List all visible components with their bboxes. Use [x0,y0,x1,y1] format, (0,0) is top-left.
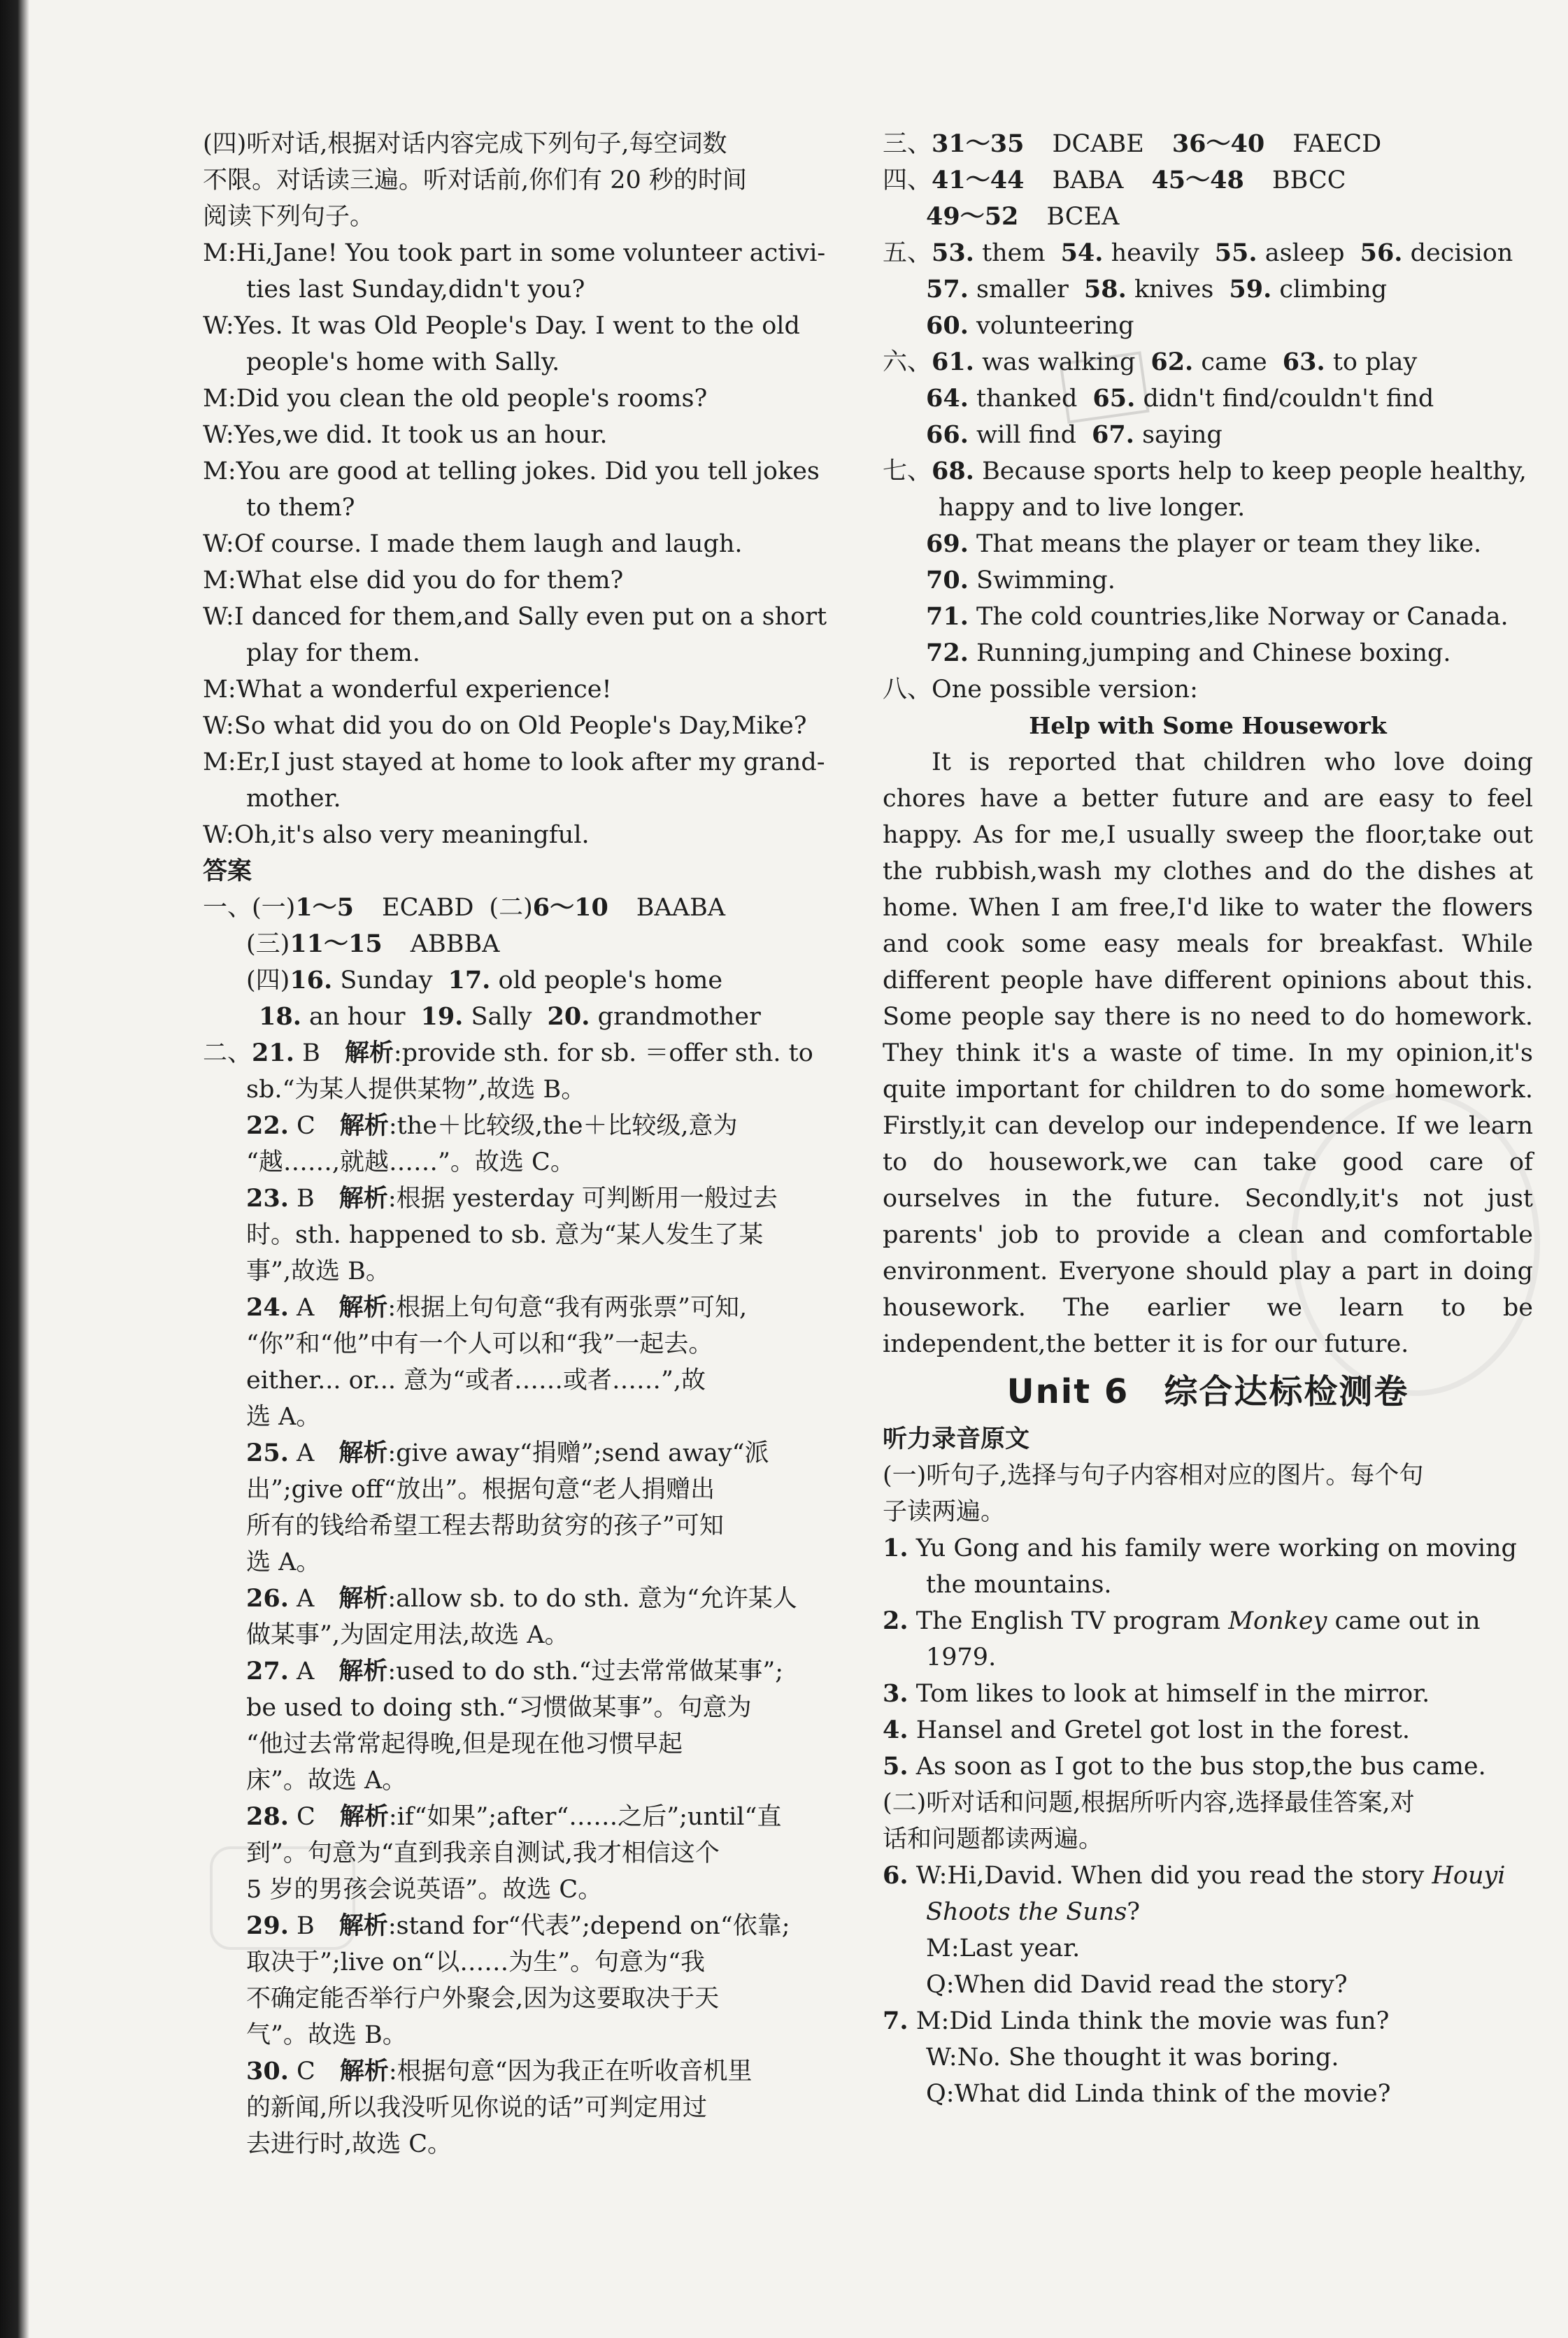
answer-value: Sally [471,1003,532,1031]
dialogue-line: W:Yes,we did. It took us an hour. [203,421,608,449]
dialogue-line: mother. [246,785,341,813]
script-text: came out in [1327,1607,1481,1635]
item-num: 5. [883,1752,908,1781]
answer-row [883,380,1533,417]
explanation-line: 所有的钱给希望工程去帮助贫穷的孩子”可知 [246,1512,724,1540]
answer-value: came [1201,348,1267,376]
explanation-line: 去进行时,故选 C。 [246,2130,452,2158]
answer-value: BCEA [1046,203,1120,231]
answer-prefix: (三) [246,930,290,958]
answer-num: 17. [448,966,491,995]
answer-value: Swimming. [976,566,1116,594]
script-item [883,1712,1533,1748]
section-instruction: 阅读下列句子。 [203,203,375,231]
section-instruction: 不限。对话读三遍。听对话前,你们有 20 秒的时间 [203,166,747,194]
program-title: Monkey [1228,1607,1327,1635]
question-num: 25. [246,1439,289,1467]
answer-value: old people's home [498,967,723,995]
answer-value: ABBBA [410,930,500,958]
answer-row [883,344,1533,380]
answer-row [883,235,1533,271]
answer-letter: B [297,1912,315,1940]
answer-num: 55. [1214,238,1257,267]
dialogue-line: W:I danced for them,and Sally even put on a short [203,603,827,631]
answer-letter: A [297,1439,315,1467]
explanation-item [203,1290,860,1326]
question-num: 30. [246,2057,289,2086]
explanation-text: :allow sb. to do sth. 意为“允许某人 [387,1585,797,1613]
writing-heading: 八、One possible version: [883,676,1198,704]
answer-prefix: 五、 [883,239,932,267]
dialogue-line: W:So what did you do on Old People's Day,Mike? [203,712,807,740]
listening-section-4 [203,126,860,853]
section-instruction: (一)听句子,选择与句子内容相对应的图片。每个句 [883,1462,1424,1490]
answer-range: 11～15 [290,929,383,958]
explanation-text: :stand for“代表”;depend on“依靠; [387,1912,790,1940]
answer-value: saying [1142,421,1223,449]
explanation-label: 解析 [339,1111,389,1140]
script-item [883,2003,1533,2039]
script-text: Tom likes to look at himself in the mirror. [915,1680,1430,1708]
answer-num: 19. [420,1002,464,1031]
explanation-item [203,1108,860,1144]
answer-row [203,962,860,999]
answer-value: smaller [976,276,1069,304]
dialogue-line: W:Oh,it's also very meaningful. [203,821,590,849]
answer-value: That means the player or team they like. [976,530,1482,558]
explanation-item [203,2053,860,2090]
answer-num: 54. [1060,238,1104,267]
explanation-label: 解析 [338,1184,388,1213]
script-text: ? [1127,1898,1141,1926]
script-item [883,1858,1533,1894]
explanation-text: :根据 yesterday 可判断用一般过去 [387,1185,778,1213]
script-item [883,1530,1533,1567]
answer-num: 67. [1092,420,1134,449]
explanation-item [203,1799,860,1835]
question-num: 29. [246,1911,289,1940]
dialogue-line: M:Er,I just stayed at home to look after my grand- [203,748,825,776]
item-num: 1. [883,1534,908,1562]
answer-num: 69. [926,529,969,558]
answer-num: 62. [1150,348,1194,376]
script-text: the mountains. [926,1571,1112,1599]
explanation-text: :根据句意“因为我正在听收音机里 [388,2058,753,2086]
answer-value: BAABA [636,894,726,922]
dialogue-line: M:Did you clean the old people's rooms? [203,385,708,413]
script-text: The English TV program [915,1607,1229,1635]
dialogue-line: M:Hi,Jane! You took part in some volunteer activi- [203,239,826,267]
explanation-line: 选 A。 [246,1403,321,1431]
answer-range: 36～40 [1171,129,1265,158]
answer-value: Sunday [340,967,433,995]
answer-letter: A [297,1658,315,1685]
explanation-text: :根据上句句意“我有两张票”可知, [387,1294,748,1322]
answer-value: DCABE [1052,130,1144,158]
answer-num: 63. [1282,348,1325,376]
explanation-line: 到”。句意为“直到我亲自测试,我才相信这个 [246,1839,720,1867]
script-text: Q:What did Linda think of the movie? [926,2080,1391,2108]
answer-value: FAECD [1292,130,1382,158]
answer-num: 61. [932,348,974,376]
answer-num: 66. [926,420,969,449]
script-text: W:No. She thought it was boring. [926,2044,1339,2072]
answer-value: Running,jumping and Chinese boxing. [976,639,1451,667]
answer-value: heavily [1111,239,1199,267]
answer-num: 71. [926,602,969,631]
answer-heading: 答案 [203,857,252,885]
question-num: 24. [246,1293,289,1322]
explanation-text: :give away“捐赠”;send away“派 [387,1439,769,1467]
answer-num: 70. [926,566,969,594]
answer-letter: B [297,1185,315,1213]
script-text: 1979. [926,1644,997,1671]
explanation-line: sb.“为某人提供某物”,故选 B。 [246,1076,586,1104]
section-instruction: 子读两遍。 [883,1498,1006,1526]
answer-row [883,199,1533,235]
dialogue-line: play for them. [246,639,420,667]
answer-num: 20. [547,1002,590,1031]
listening-script-heading: 听力录音原文 [883,1425,1030,1453]
answer-row [883,526,1533,562]
answer-row [883,126,1533,162]
answer-prefix: 二、 [203,1039,252,1067]
script-item [883,1603,1533,1639]
question-num: 27. [246,1657,289,1685]
script-item [883,1748,1533,1785]
answer-num: 57. [926,275,969,304]
answer-prefix: (二) [489,894,533,922]
answer-letter: C [297,1112,315,1140]
answer-letter: A [297,1294,315,1322]
answer-value: decision [1410,239,1513,267]
answer-value: to play [1332,348,1418,376]
answer-value: volunteering [976,312,1134,340]
answer-value: didn't find/couldn't find [1143,385,1434,413]
answer-value: an hour [309,1003,406,1031]
answer-row [883,599,1533,635]
answer-num: 58. [1083,275,1127,304]
answer-value: knives [1134,276,1214,304]
answer-row [883,271,1533,308]
answer-prefix: 七、 [883,457,932,485]
answer-value: will find [976,421,1077,449]
explanation-line: 事”,故选 B。 [246,1257,390,1285]
explanation-item [203,1653,860,1690]
answer-prefix: 一、(一) [203,894,296,922]
answer-row [883,453,1533,490]
explanation-label: 解析 [338,1911,388,1940]
answer-value: was walking [982,348,1136,376]
explanation-text: :provide sth. for sb. ＝offer sth. to [393,1039,813,1067]
explanation-line: 5 岁的男孩会说英语”。故选 C。 [246,1876,603,1904]
section-instruction: (二)听对话和问题,根据所听内容,选择最佳答案,对 [883,1789,1415,1817]
explanation-line: 不确定能否举行户外聚会,因为这要取决于天 [246,1985,720,2013]
answer-value: grandmother [597,1003,761,1031]
explanation-line: 做某事”,为固定用法,故选 A。 [246,1621,569,1649]
left-column [203,126,860,2162]
answer-row [883,162,1533,199]
answer-value: The cold countries,like Norway or Canada. [976,603,1509,631]
answer-value: asleep [1264,239,1345,267]
script-text: Hansel and Gretel got lost in the forest. [915,1716,1411,1744]
item-num: 6. [883,1861,908,1890]
question-num: 26. [246,1584,289,1613]
explanation-label: 解析 [339,1802,389,1831]
item-num: 7. [883,2006,908,2035]
answer-num: 72. [926,639,969,667]
right-column [883,126,1533,2112]
answer-num: 53. [932,238,974,267]
explanation-line: 床”。故选 A。 [246,1767,407,1795]
explanation-label: 解析 [344,1039,394,1067]
answer-prefix: 六、 [883,348,932,376]
explanation-line: 时。sth. happened to sb. 意为“某人发生了某 [246,1221,764,1249]
explanation-line: “越……,就越……”。故选 C。 [246,1148,575,1176]
answer-row [203,926,860,962]
answer-range: 6～10 [532,893,608,922]
answer-letter: C [297,2058,315,2086]
explanation-text: :used to do sth.“过去常常做某事”; [387,1658,784,1685]
answer-row [203,890,860,926]
dialogue-line: ties last Sunday,didn't you? [246,276,585,304]
explanation-line: 的新闻,所以我没听见你说的话”可判定用过 [246,2094,708,2122]
answer-value: Because sports help to keep people healthy, [982,457,1527,485]
answer-range: 41～44 [932,166,1025,194]
answer-range: 45～48 [1151,166,1244,194]
answer-row [883,562,1533,599]
answer-prefix: (四) [246,967,290,995]
explanation-line: either... or... 意为“或者……或者……”,故 [246,1367,706,1395]
dialogue-line: W:Yes. It was Old People's Day. I went to the old [203,312,800,340]
explanation-line: “你”和“他”中有一个人可以和“我”一起去。 [246,1330,713,1358]
question-num: 22. [246,1111,289,1140]
dialogue-line: people's home with Sally. [246,348,560,376]
question-num: 21. [252,1039,294,1067]
answer-value: ECABD [382,894,474,922]
explanation-text: :the＋比较级,the＋比较级,意为 [388,1112,738,1140]
answer-num: 60. [926,311,969,340]
section-instruction: 话和问题都读两遍。 [883,1825,1104,1853]
story-title: Houyi [1432,1862,1506,1890]
answer-range: 1～5 [295,893,355,922]
answer-value: BABA [1052,166,1124,194]
dialogue-line: M:What else did you do for them? [203,566,624,594]
explanation-item [203,1435,860,1471]
story-title: Shoots the Suns [926,1898,1127,1926]
answer-letter: A [297,1585,315,1613]
dialogue-line: to them? [246,494,355,522]
explanation-label: 解析 [338,1293,388,1322]
script-text: M:Did Linda think the movie was fun? [915,2007,1390,2035]
answer-num: 68. [932,457,974,485]
answer-num: 18. [259,1002,301,1031]
answer-row [203,999,860,1035]
explanation-item [203,1581,860,1617]
answer-row [883,417,1533,453]
answer-range: 49～52 [926,202,1019,231]
answer-row [883,635,1533,671]
answer-value: happy and to live longer. [939,494,1246,522]
answer-num: 16. [290,966,333,995]
answer-num: 64. [926,384,969,413]
answer-prefix: 三、 [883,130,932,158]
answer-value: thanked [976,385,1078,413]
answer-letter: C [297,1803,315,1831]
explanation-line: be used to doing sth.“习惯做某事”。句意为 [246,1694,752,1722]
answer-value: BBCC [1271,166,1346,194]
answer-letter: B [302,1039,320,1067]
answer-row [883,308,1533,344]
explanation-item [203,1035,860,1071]
answer-num: 56. [1360,238,1403,267]
section-instruction: (四)听对话,根据对话内容完成下列句子,每空词数 [203,130,727,158]
script-item [883,1894,1533,1930]
explanation-item [203,1908,860,1944]
answer-num: 65. [1092,384,1136,413]
explanation-line: 取决于”;live on“以……为生”。句意为“我 [246,1948,705,1976]
answer-range: 31～35 [932,129,1025,158]
book-spine-shadow [0,0,29,2338]
script-text: As soon as I got to the bus stop,the bus came. [915,1753,1486,1781]
explanation-label: 解析 [339,2057,389,2086]
unit-title: Unit 6 综合达标检测卷 [1006,1372,1409,1411]
explanation-line: 选 A。 [246,1548,321,1576]
explanation-item [203,1181,860,1217]
essay-body: It is reported that children who love doing chores have a better future and are easy to feel happy. As for me,I usually sweep the floor,take out the rubbish,wash my clothes and do the dishes at home. When I am free,I'd like to water the flowers and cook some easy meals for breakfast. While different people have different opinions about this. Some people say there is no need to do homework. They think it's a waste of time. In my opinion,it's quite important for children to do some homework. Firstly,it can develop our independence. If we learn to do housework,we can take good care of ourselves in the future. Secondly,it's not just parents' job to provide a clean and comfortable environment. Everyone should play a part in doing housework. The earlier we learn to be independent,the better it is for our future. [883,748,1533,1358]
script-text: Yu Gong and his family were working on moving [915,1534,1517,1562]
explanation-line: 出”;give off“放出”。根据句意“老人捐赠出 [246,1476,715,1504]
question-num: 28. [246,1802,289,1831]
item-num: 2. [883,1606,908,1635]
explanation-label: 解析 [338,1657,388,1685]
answer-prefix: 四、 [883,166,932,194]
script-text: Q:When did David read the story? [926,1971,1348,1999]
item-num: 4. [883,1716,908,1744]
explanation-label: 解析 [338,1439,388,1467]
explanation-line: “他过去常常起得晚,但是现在他习惯早起 [246,1730,683,1758]
script-item [883,1676,1533,1712]
dialogue-line: M:What a wonderful experience! [203,676,612,704]
dialogue-line: M:You are good at telling jokes. Did you tell jokes [203,457,820,485]
explanation-line: 气”。故选 B。 [246,2021,407,2049]
answer-num: 59. [1229,275,1272,304]
explanation-label: 解析 [338,1584,388,1613]
answer-value: them [982,239,1046,267]
explanation-text: :if“如果”;after“……之后”;until“直 [388,1803,782,1831]
item-num: 3. [883,1679,908,1708]
script-text: W:Hi,David. When did you read the story [915,1862,1432,1890]
essay-title: Help with Some Housework [1029,712,1387,739]
dialogue-line: W:Of course. I made them laugh and laugh. [203,530,743,558]
answer-value: climbing [1279,276,1388,304]
script-text: M:Last year. [926,1934,1081,1962]
question-num: 23. [246,1184,289,1213]
